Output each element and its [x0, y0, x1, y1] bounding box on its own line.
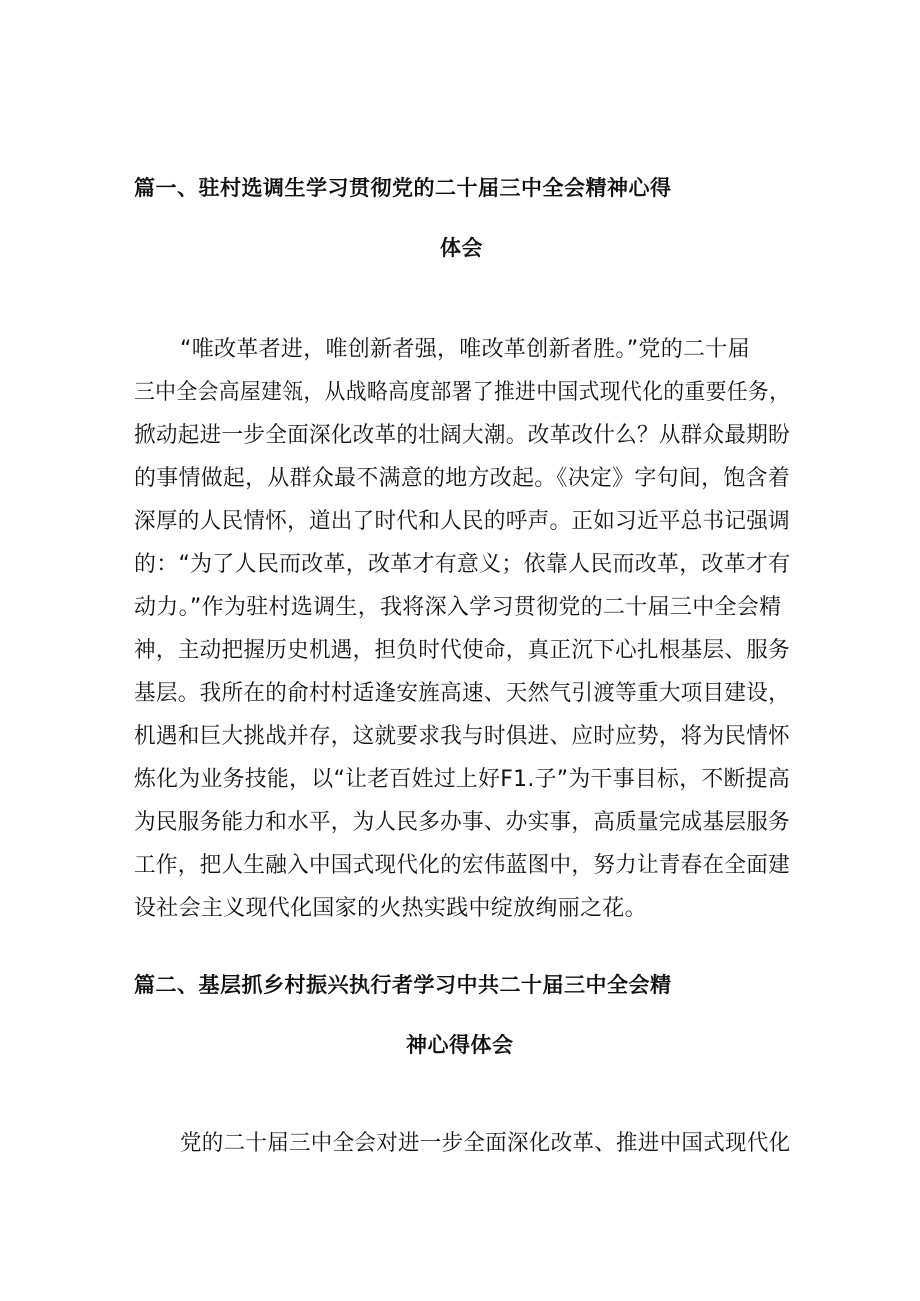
paragraph-line: 的：“为了人民而改革，改革才有意义；依靠人民而改革，改革才有 — [134, 552, 791, 577]
paragraph-line: 三中全会高屋建瓴，从战略高度部署了推进中国式现代化的重要任务， — [134, 380, 791, 405]
paragraph-line: 机遇和巨大挑战并存，这就要求我与时俱进、应时应势，将为民情怀 — [134, 724, 791, 749]
section2-title-line2: 神心得体会 — [406, 1033, 514, 1057]
paragraph-line: 的事情做起，从群众最不满意的地方改起。《决定》字句间，饱含着 — [134, 466, 791, 491]
paragraph-line: 党的二十届三中全会对进一步全面深化改革、推进中国式现代化 — [180, 1131, 791, 1156]
paragraph-line: 深厚的人民情怀，道出了时代和人民的呼声。正如习近平总书记强调 — [134, 509, 791, 534]
paragraph-line: 动力。”作为驻村选调生，我将深入学习贯彻党的二十届三中全会精 — [134, 595, 782, 620]
paragraph-line: 炼化为业务技能，以“让老百姓过上好F1.子”为干事目标，不断提高 — [134, 767, 791, 792]
section1-title-line1: 篇一、驻村选调生学习贯彻党的二十届三中全会精神心得 — [134, 176, 672, 200]
section2-title-line1: 篇二、基层抓乡村振兴执行者学习中共二十届三中全会精 — [134, 973, 672, 997]
paragraph-line: 掀动起进一步全面深化改革的壮阔大潮。改革改什么？从群众最期盼 — [134, 423, 791, 448]
paragraph-line: “唯改革者进，唯创新者强，唯改革创新者胜。”党的二十届 — [180, 337, 750, 362]
section1-title-line2: 体会 — [440, 236, 483, 260]
paragraph-line: 工作，把人生融入中国式现代化的宏伟蓝图中，努力让青春在全面建 — [134, 853, 791, 878]
paragraph-line: 神，主动把握历史机遇，担负时代使命，真正沉下心扎根基层、服务 — [134, 638, 791, 663]
paragraph-line: 为民服务能力和水平，为人民多办事、办实事，高质量完成基层服务 — [134, 810, 791, 835]
paragraph-line: 基层。我所在的俞村村适逢安旌高速、天然气引渡等重大项目建设， — [134, 681, 791, 706]
paragraph-line: 设社会主义现代化国家的火热实践中绽放绚丽之花。 — [134, 896, 647, 921]
